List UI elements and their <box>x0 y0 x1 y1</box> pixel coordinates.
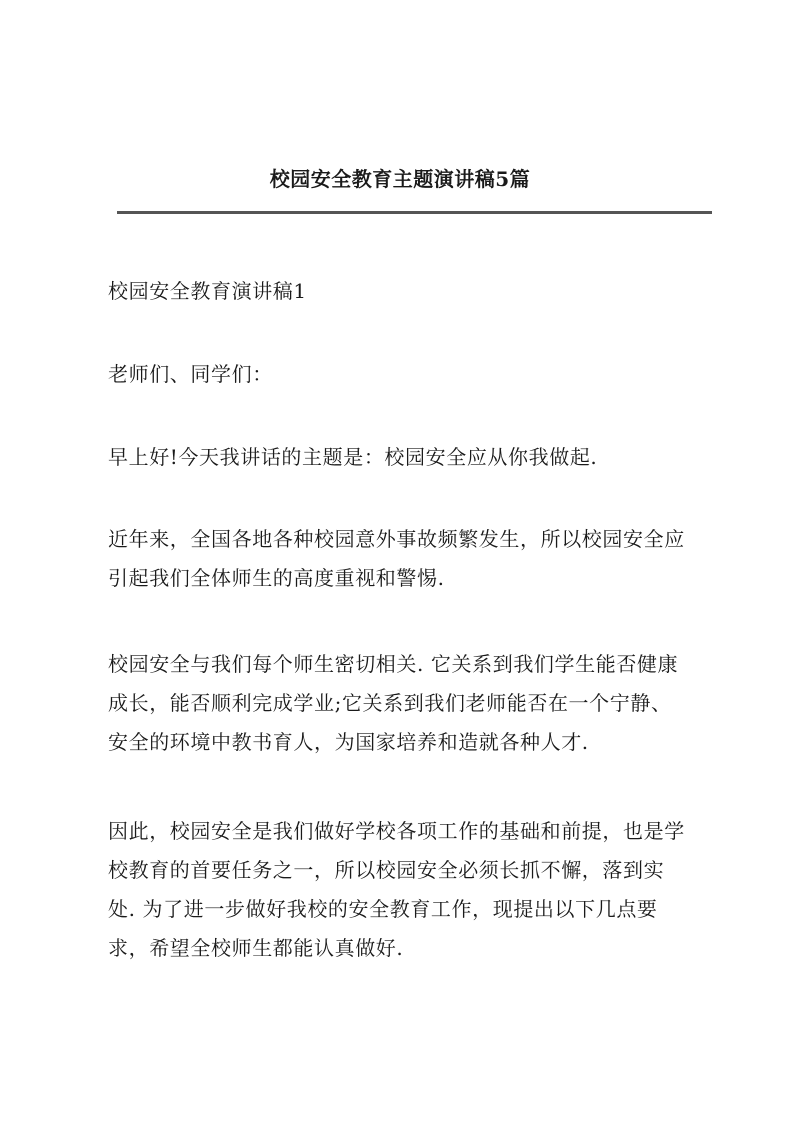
document-title: 校园安全教育主题演讲稿5篇 <box>269 167 531 191</box>
paragraph-1 <box>108 520 718 598</box>
paragraph-3-line: 求，希望全校师生都能认真做好. <box>108 936 404 960</box>
opening-paragraph <box>108 438 718 477</box>
greeting-paragraph <box>108 355 718 394</box>
section-heading-text: 校园安全教育演讲稿1 <box>108 279 307 303</box>
paragraph-1-line: 近年来，全国各地各种校园意外事故频繁发生，所以校园安全应 <box>108 527 685 551</box>
opening-text: 早上好!今天我讲话的主题是：校园安全应从你我做起. <box>108 445 598 469</box>
paragraph-2-line: 校园安全与我们每个师生密切相关. 它关系到我们学生能否健康 <box>108 652 679 676</box>
title-divider <box>117 211 712 214</box>
paragraph-1-line: 引起我们全体师生的高度重视和警惕. <box>108 566 445 590</box>
paragraph-2-line: 成长，能否顺利完成学业;它关系到我们老师能否在一个宁静、 <box>108 691 672 715</box>
paragraph-2 <box>108 645 718 762</box>
paragraph-3-line: 因此，校园安全是我们做好学校各项工作的基础和前提，也是学 <box>108 819 685 843</box>
paragraph-3 <box>108 812 718 968</box>
paragraph-3-line: 处. 为了进一步做好我校的安全教育工作，现提出以下几点要 <box>108 897 658 921</box>
section-heading <box>108 272 718 311</box>
paragraph-3-line: 校教育的首要任务之一，所以校园安全必须长抓不懈，落到实 <box>108 858 665 882</box>
paragraph-2-line: 安全的环境中教书育人，为国家培养和造就各种人才. <box>108 730 589 754</box>
greeting-text: 老师们、同学们： <box>108 362 273 386</box>
